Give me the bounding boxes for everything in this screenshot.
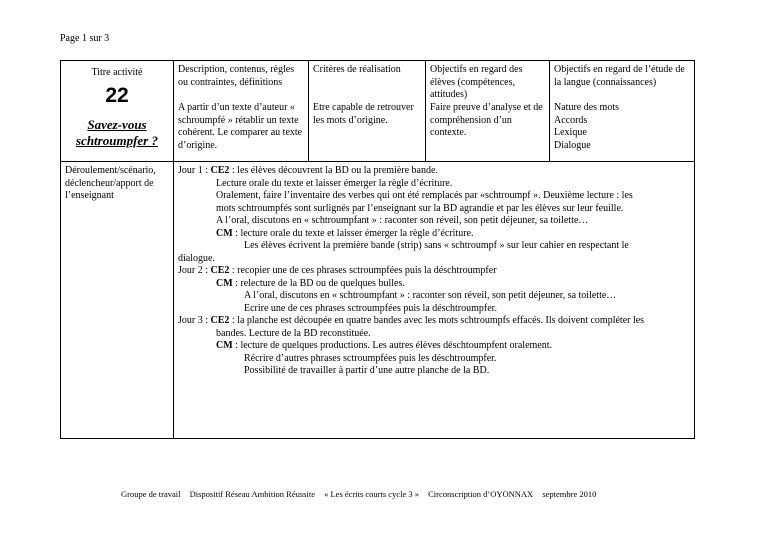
- pupil-objectives-cell: [426, 61, 550, 162]
- day2-line3: A l’oral, discutons en « schtroumpfant » : raconter son réveil, son petit déjeuner, sa toilette…: [244, 290, 617, 301]
- day2-line1: [178, 265, 690, 278]
- day2-ce2-tag: CE2: [210, 265, 230, 276]
- activity-header-row: [61, 61, 695, 162]
- day3-cm-tag: CM: [216, 340, 233, 351]
- day2-line4: Ecrire une de ces phrases sctroumpfées puis la déschtroumpfer.: [244, 302, 497, 314]
- day1-line7: Les élèves écrivent la première bande (strip) sans « schtroumpf » sur leur cahier en respectant le: [244, 240, 629, 251]
- day1-line6: [178, 228, 690, 241]
- day1-line8: dialogue.: [178, 252, 215, 264]
- day3-prefix: Jour 3 :: [178, 315, 211, 326]
- pupil-objectives-header: Objectifs en regard des élèves (compétences, attitudes): [430, 64, 523, 100]
- criteria-header: Critères de réalisation: [313, 64, 401, 75]
- day2-cm-tag: CM: [216, 277, 233, 289]
- day3-line4: Récrire d’autres phrases sctroumpfées puis les déschtroumpfer.: [244, 352, 497, 364]
- language-item: Accords: [554, 114, 588, 126]
- procedure-label: Déroulement/scénario, déclencheur/apport de l’enseignant: [65, 165, 156, 201]
- day3-line5: Possibilité de travailler à partir d’une autre planche de la BD.: [244, 365, 490, 376]
- day2-cm-text: : relecture de la BD ou de quelques bulles.: [232, 277, 405, 289]
- activity-number: 22: [105, 83, 129, 107]
- criteria-cell: [309, 61, 426, 162]
- description-text: A partir d’un texte d’auteur « schroumpfé » rétablir un texte cohérent. Le comparer au texte d’origine.: [178, 102, 303, 151]
- page-number: Page 1 sur 3: [60, 33, 110, 44]
- language-item: Lexique: [554, 127, 587, 138]
- day1-prefix: Jour 1 :: [178, 165, 211, 176]
- language-objectives-cell: [550, 61, 695, 162]
- footer-district: Circonscription d’OYONNAX: [428, 489, 534, 499]
- activity-name-line2: schtroumpfer ?: [76, 132, 158, 148]
- page-footer: [121, 489, 603, 499]
- language-item: Dialogue: [554, 139, 591, 151]
- day1-cm-text: : lecture orale du texte et laisser émerger la règle d’écriture.: [232, 227, 474, 239]
- footer-group: Groupe de travail: [121, 489, 181, 499]
- language-item: Nature des mots: [554, 102, 619, 113]
- pupil-objectives-text: Faire preuve d’analyse et de compréhension d’un contexte.: [430, 102, 543, 138]
- footer-project: « Les écrits courts cycle 3 »: [324, 489, 419, 499]
- criteria-text: Etre capable de retrouver les mots d’origine.: [313, 102, 414, 126]
- footer-date: septembre 2010: [542, 489, 597, 499]
- activity-title-cell: [61, 61, 174, 162]
- day1-ce2-text: : les élèves découvrent la BD ou la première bande.: [229, 165, 438, 176]
- day1-line2: Lecture orale du texte et laisser émerger la règle d’écriture.: [216, 177, 453, 189]
- day2-prefix: Jour 2 :: [178, 265, 211, 276]
- day3-line3: [178, 340, 690, 353]
- description-header: Description, contenus, règles ou contraintes, définitions: [178, 64, 295, 88]
- activity-name: [65, 117, 169, 149]
- day2-ce2-text: : recopier une de ces phrases sctroumpfées puis la déschtroumpfer: [229, 265, 497, 276]
- day2-line2: [178, 278, 690, 291]
- procedure-label-cell: [61, 162, 174, 439]
- day1-line1: [178, 165, 690, 178]
- day1-ce2-tag: CE2: [210, 165, 230, 176]
- day3-ce2-text: : la planche est découpée en quatre bandes avec les mots schtroumpfs effacés. Ils doivent compléter les: [229, 315, 645, 326]
- activity-sheet-table: [60, 60, 695, 439]
- procedure-content-cell: [174, 162, 695, 439]
- footer-network: Dispositif Réseau Ambition Réussite: [189, 489, 315, 499]
- day1-cm-tag: CM: [216, 227, 233, 239]
- procedure-row: [61, 162, 695, 439]
- day1-line3: Oralement, faire l’inventaire des verbes qui ont été remplacés par «schtroumpf ». Deuxième lecture : les: [216, 190, 633, 201]
- day1-line4: mots schtroumpfés sont surlignés par l’enseignant sur la BD agrandie et par les élèves sur leur feuille.: [216, 202, 624, 214]
- day3-cm-text: : lecture de quelques productions. Les autres élèves déschtoumpfent oralement.: [232, 340, 553, 351]
- activity-label: Titre activité: [91, 67, 143, 78]
- activity-name-line1: Savez-vous: [87, 116, 147, 132]
- language-objectives-header: Objectifs en regard de l’étude de la langue (connaissances): [554, 64, 685, 88]
- day3-line2: bandes. Lecture de la BD reconstituée.: [216, 327, 371, 339]
- description-cell: [174, 61, 309, 162]
- day3-line1: [178, 315, 690, 328]
- day3-ce2-tag: CE2: [210, 315, 230, 326]
- day1-line5: A l’oral, discutons en « schtroumpfant » : raconter son réveil, son petit déjeuner, sa toilette…: [216, 215, 589, 226]
